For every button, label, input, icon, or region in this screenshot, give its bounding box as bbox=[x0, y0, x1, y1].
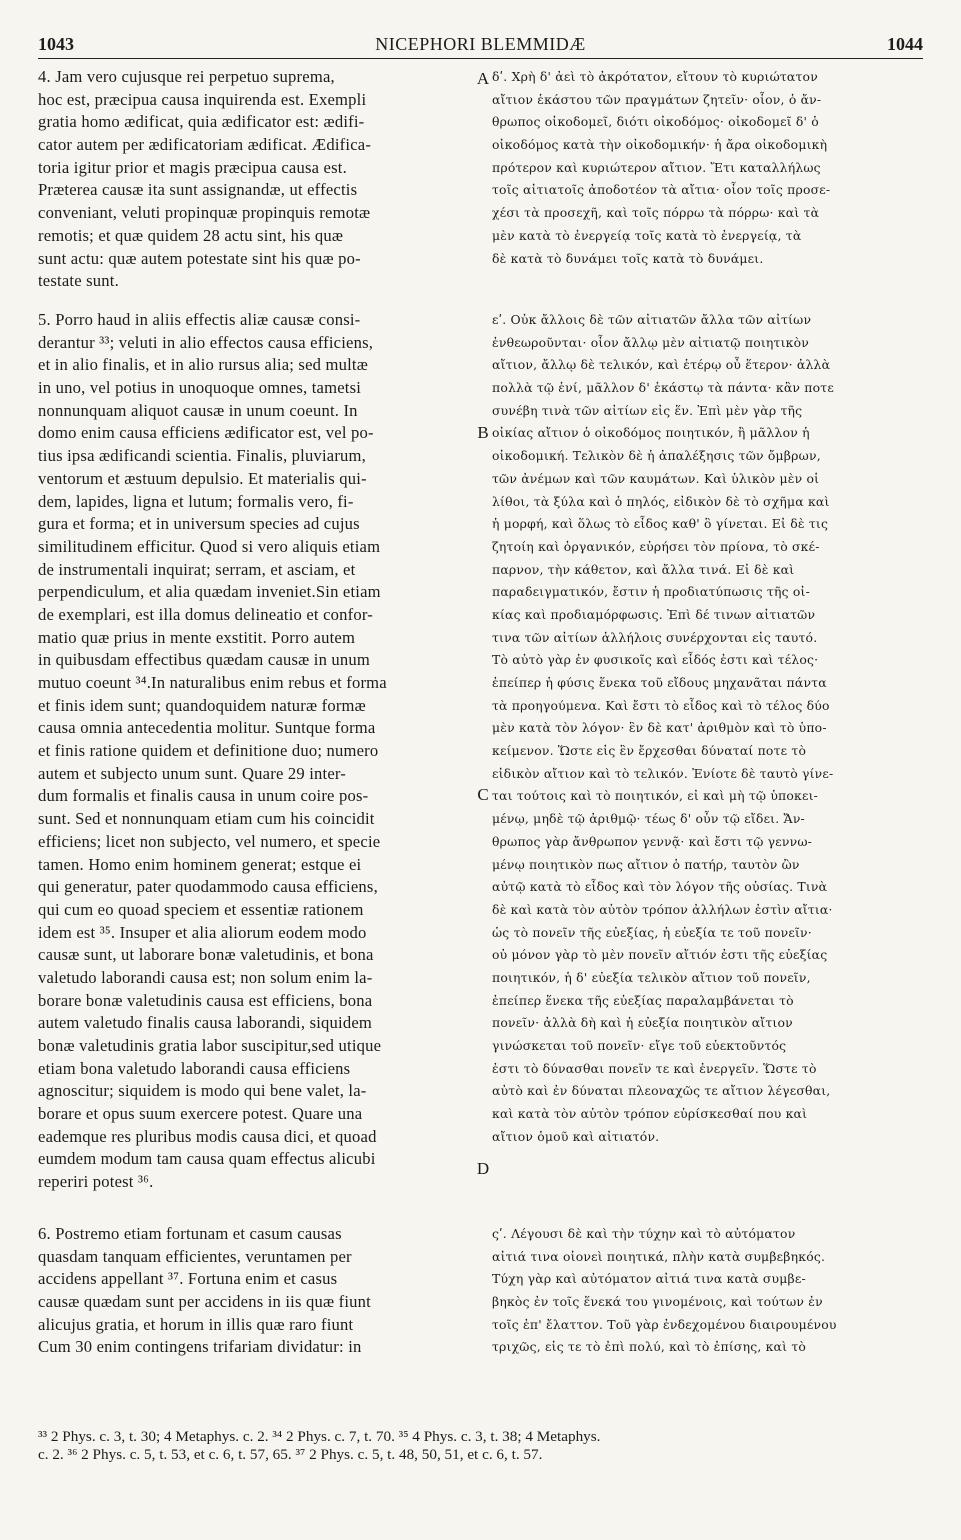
text-line: παραδειγματικόν, ἔστιν ἡ προδιατύπωσις τῆς οἰ- bbox=[492, 584, 810, 600]
text-line: αὐτῷ κατὰ τὸ εἶδος καὶ τὸν λόγον τῆς οὐσίας. Τινὰ bbox=[492, 879, 828, 895]
margin-letter-c: C bbox=[477, 785, 489, 804]
text-line: perpendiculum, et alia quædam inveniet.Sin etiam bbox=[38, 582, 381, 602]
margin-letter-b: B bbox=[477, 423, 489, 442]
text-line: πρότερον καὶ κυριώτερον αἴτιον. Ἔτι καταλλήλως bbox=[492, 159, 821, 175]
text-line: testate sunt. bbox=[38, 271, 119, 291]
text-line: valetudo laborandi causa est; non solum enim la- bbox=[38, 967, 373, 987]
text-line: bonæ valetudinis gratia labor suscipitur,sed utique bbox=[38, 1036, 382, 1055]
text-line: ³³ 2 Phys. c. 3, t. 30; 4 Metaphys. c. 2. ³⁴ 2 Phys. c. 7, t. 70. ³⁵ 4 Phys. c. 3, t. 38; 4 Metaphys. bbox=[38, 1428, 601, 1445]
text-line: idem est ³⁵. Insuper et alia aliorum eodem modo bbox=[38, 922, 367, 942]
text-line: tamen. Homo enim hominem generat; estque ei bbox=[38, 854, 362, 874]
text-line: borare et opus suum exercere potest. Quare una bbox=[38, 1104, 363, 1124]
text-line: κίας καὶ προδιαμόρφωσις. Ἐπὶ δέ τινων αἰτιατῶν bbox=[492, 606, 816, 622]
page-number-right: 1044 bbox=[887, 34, 923, 54]
text-line: borare bonæ valetudinis causa est efficiens, bona bbox=[38, 990, 373, 1010]
text-line: εʹ. Οὐκ ἄλλοις δὲ τῶν αἰτιατῶν ἄλλα τῶν αἰτίων bbox=[492, 312, 812, 327]
text-line: τὰ προηγούμενα. Καὶ ἔστι τὸ εἶδος καὶ τὸ τέλος δύο bbox=[492, 697, 830, 713]
text-line: nonnunquam aliquot causæ in unum coeunt. In bbox=[38, 400, 358, 420]
text-line: 6. Postremo etiam fortunam et casum causas bbox=[38, 1224, 342, 1243]
text-line: qui cum eo quoad speciem et essentiæ rationem bbox=[38, 899, 364, 919]
text-line: αἴτιον ἑκάστου τῶν πραγμάτων ζητεῖν· οἷον, ὁ ἄν- bbox=[492, 91, 822, 107]
text-line: ςʹ. Λέγουσι δὲ καὶ τὴν τύχην καὶ τὸ αὐτόματον bbox=[492, 1226, 796, 1241]
text-line: sunt. Sed et nonnunquam etiam cum his coincidit bbox=[38, 809, 375, 829]
text-line: δὲ κατὰ τὸ δυνάμει τοῖς κατὰ τὸ δυνάμει. bbox=[492, 250, 764, 266]
text-line: θρωπος γὰρ ἄνθρωπον γεννᾷ· καὶ ἔστι τῷ γεννω- bbox=[492, 833, 813, 849]
text-line: remotis; et quæ quidem 28 actu sint, his quæ bbox=[38, 225, 344, 245]
text-line: δὲ καὶ κατὰ τὸν αὐτὸν τρόπον ἀλλήλων ἐστὶν αἴτια· bbox=[492, 901, 833, 917]
text-line: Τὸ αὐτὸ γὰρ ἐν φυσικοῖς καὶ εἶδός ἐστι καὶ τέλος· bbox=[492, 652, 819, 668]
latin-paragraph-5 bbox=[38, 309, 474, 1194]
text-line: ἐπείπερ ἡ φύσις ἕνεκα τοῦ εἴδους μηχανᾶται πάντα bbox=[492, 675, 827, 690]
text-line: causa omnia antecedentia molitur. Suntque forma bbox=[38, 718, 376, 738]
text-line: de instrumentali inquirat; serram, et asciam, et bbox=[38, 559, 356, 579]
text-line: autem valetudo finalis causa laborandi, siquidem bbox=[38, 1013, 373, 1033]
text-line: tius ipsa ædificandi scientia. Finalis, pluviarum, bbox=[38, 446, 367, 466]
text-line: in uno, vel potius in unoquoque omnes, tametsi bbox=[38, 378, 362, 398]
text-line: οἰκοδόμος κατὰ τὴν οἰκοδομικήν· ἡ ἄρα οἰκοδομικὴ bbox=[492, 137, 828, 153]
text-line: ζητοίη καὶ ὀργανικόν, εὑρήσει τὸν πρίονα, τὸ σκέ- bbox=[492, 538, 820, 554]
text-line: εἰδικὸν αἴτιον καὶ τὸ τελικόν. Ἐνίοτε δὲ ταυτὸ γίνε- bbox=[492, 765, 834, 781]
text-line: c. 2. ³⁶ 2 Phys. c. 5, t. 53, et c. 6, t. 57, 65. ³⁷ 2 Phys. c. 5, t. 48, 50, 51, et c. 6, t. 57. bbox=[38, 1446, 543, 1463]
text-line: πονεῖν· ἀλλὰ δὴ καὶ ἡ εὐεξία ποιητικὸν αἴτιον bbox=[492, 1015, 793, 1031]
text-line: οἰκίας αἴτιον ὁ οἰκοδόμος ποιητικόν, ἢ μᾶλλον ἡ bbox=[492, 425, 810, 441]
text-line: toria igitur prior et magis præcipua causa est. bbox=[38, 157, 347, 177]
text-line: gura et forma; et in universum species ad cujus bbox=[38, 514, 360, 534]
text-line: cator autem per ædificatoriam ædificat. Ædifica- bbox=[38, 135, 372, 155]
text-line: conveniant, veluti propinquæ propinquis remotæ bbox=[38, 203, 371, 223]
text-line: μένῳ, μηδὲ τῷ ἀριθμῷ· τέως δ' οὖν τῷ εἴδει. Ἄν- bbox=[492, 811, 805, 827]
text-line: eademque res pluribus modis causa dici, et quoad bbox=[38, 1126, 377, 1146]
text-line: ἐνθεωροῦνται· οἷον ἄλλῳ μὲν αἰτιατῷ ποιητικὸν bbox=[492, 334, 810, 350]
text-line: 4. Jam vero cujusque rei perpetuo suprema, bbox=[38, 67, 335, 86]
header-rule bbox=[38, 58, 923, 59]
text-line: τῶν ἀνέμων καὶ τῶν καυμάτων. Καὶ ὑλικὸν μὲν οἱ bbox=[492, 470, 820, 486]
text-line: οἰκοδομική. Τελικὸν δὲ ἡ ἀπαλέξησις τῶν ὄμβρων, bbox=[492, 448, 821, 464]
text-line: causæ quædam sunt per accidens in iis quæ fiunt bbox=[38, 1292, 371, 1312]
text-line: τοῖς αἰτιατοῖς ἀποδοτέον τὰ αἴτια· οἷον τοῖς προσε- bbox=[492, 182, 831, 198]
greek-paragraph-6 bbox=[492, 1223, 924, 1359]
text-line: efficiens; licet non subjecto, vel numero, et specie bbox=[38, 831, 381, 851]
text-line: δʹ. Χρὴ δ' ἀεὶ τὸ ἀκρότατον, εἴτουν τὸ κυριώτατον bbox=[492, 69, 818, 84]
page-number-left: 1043 bbox=[38, 34, 74, 54]
text-line: βηκὸς ἐν τοῖς ἕνεκά του γινομένοις, καὶ τούτων ἐν bbox=[492, 1294, 823, 1310]
text-line: sunt actu: quæ autem potestate sint his quæ po- bbox=[38, 248, 361, 268]
text-line: πολλὰ τῷ ἑνί, μᾶλλον δ' ἑκάστῳ τὰ πάντα· κἂν ποτε bbox=[492, 380, 834, 396]
greek-paragraph-4 bbox=[492, 66, 924, 270]
text-line: similitudinem efficitur. Quod si vero aliquis etiam bbox=[38, 536, 381, 556]
text-line: matio quæ prius in mente exstitit. Porro autem bbox=[38, 627, 356, 647]
text-line: μὲν κατὰ τὸ ἐνεργείᾳ τοῖς κατὰ τὸ ἐνεργείᾳ, τὰ bbox=[492, 227, 802, 243]
text-line: et in alio finalis, et in alio rursus alia; sed multæ bbox=[38, 355, 368, 375]
running-title: NICEPHORI BLEMMIDÆ bbox=[375, 34, 586, 54]
text-line: 5. Porro haud in aliis effectis aliæ causæ consi- bbox=[38, 310, 361, 329]
text-line: etiam bona valetudo laborandi causa efficiens bbox=[38, 1058, 351, 1078]
text-line: derantur ³³; veluti in alio effectos causa efficiens, bbox=[38, 332, 374, 352]
text-line: αἰτιά τινα οἱονεὶ ποιητικά, πλὴν κατὰ συμβεβηκός. bbox=[492, 1248, 826, 1264]
text-line: τοῖς ἐπ' ἔλαττον. Τοῦ γὰρ ἐνδεχομένου διαιρουμένου bbox=[492, 1316, 837, 1332]
text-line: dem, lapides, ligna et lutum; formalis vero, fi- bbox=[38, 491, 354, 511]
text-line: agnoscitur; siquidem is modo qui bene valet, la- bbox=[38, 1081, 367, 1101]
text-line: οὐ μόνον γὰρ τὸ μὲν πονεῖν αἴτιόν ἐστι τῆς εὐεξίας bbox=[492, 947, 828, 963]
text-line: causæ sunt, ut laborare bonæ valetudinis, et bona bbox=[38, 945, 374, 965]
text-line: χέσι τὰ προσεχῆ, καὶ τοῖς πόρρω τὰ πόρρω· καὶ τὰ bbox=[492, 205, 820, 221]
text-line: ἐστι τὸ δύνασθαι πονεῖν τε καὶ ἐνεργεῖν. Ὥστε τὸ bbox=[492, 1060, 817, 1076]
greek-paragraph-5 bbox=[492, 309, 924, 1148]
text-line: in quibusdam effectibus quædam causæ in unum bbox=[38, 650, 371, 670]
running-header bbox=[38, 34, 923, 56]
text-line: dum formalis et finalis causa in unum coire pos- bbox=[38, 786, 369, 806]
text-line: autem et subjecto unum sunt. Quare 29 inter- bbox=[38, 763, 346, 783]
text-line: λίθοι, τὰ ξύλα καὶ ὁ πηλός, εἰδικὸν δὲ τὸ σχῆμα καὶ bbox=[492, 493, 830, 509]
text-line: quasdam tanquam efficientes, veruntamen per bbox=[38, 1246, 352, 1266]
text-line: et finis idem sunt; quandoquidem naturæ formæ bbox=[38, 695, 366, 715]
text-line: alicujus gratia, et horum in illis quæ raro fiunt bbox=[38, 1314, 354, 1334]
text-line: αἴτιον, ἄλλῳ δὲ τελικόν, καὶ ἑτέρῳ οὖ ἕτερον· ἀλλὰ bbox=[492, 357, 831, 373]
text-line: ἐπείπερ ἕνεκα τῆς εὐεξίας παραλαμβάνεται τὸ bbox=[492, 992, 794, 1008]
text-line: θρωπος οἰκοδομεῖ, διότι οἰκοδόμος· οἰκοδομεῖ δ' ὁ bbox=[492, 114, 819, 130]
text-line: gratia homo ædificat, quia ædificator est: ædifi- bbox=[38, 112, 365, 132]
text-line: αὐτὸ καὶ ἐν δύναται πλεοναχῶς τε αἴτιον λέγεσθαι, bbox=[492, 1083, 831, 1099]
text-line: συνέβη τινὰ τῶν αἰτίων εἰς ἕν. Ἐπὶ μὲν γὰρ τῆς bbox=[492, 402, 803, 418]
text-line: qui generatur, pater quodammodo causa efficiens, bbox=[38, 877, 378, 897]
text-line: domo enim causa efficiens ædificator est, vel po- bbox=[38, 423, 374, 443]
text-line: hoc est, præcipua causa inquirenda est. Exempli bbox=[38, 89, 367, 109]
text-line: ται τούτοις καὶ τὸ ποιητικόν, εἰ καὶ μὴ τῷ ὑποκει- bbox=[492, 788, 819, 804]
text-line: eumdem modum tam causa quam effectus alicubi bbox=[38, 1149, 376, 1169]
text-line: καὶ κατὰ τὸν αὐτὸν τρόπον εὑρίσκεσθαί που καὶ bbox=[492, 1106, 808, 1122]
text-line: τριχῶς, εἰς τε τὸ ἐπὶ πολύ, καὶ τὸ ἐπίσης, καὶ τὸ bbox=[492, 1339, 807, 1355]
text-line: μένῳ ποιητικὸν πως αἴτιον ὁ πατήρ, ταυτὸν ὢν bbox=[492, 856, 800, 872]
text-line: τινα τῶν αἰτίων ἀλλήλοις συνέρχονται εἰς ταυτό. bbox=[492, 629, 818, 645]
text-line: accidens appellant ³⁷. Fortuna enim et casus bbox=[38, 1269, 338, 1289]
text-line: de exemplari, est illa domus delineatio et confor- bbox=[38, 604, 373, 624]
text-line: γινώσκεται τοῦ πονεῖν· εἴγε τοῦ εὐεκτοῦντός bbox=[492, 1038, 787, 1053]
text-line: Cum 30 enim contingens trifariam dividatur: in bbox=[38, 1337, 362, 1357]
latin-paragraph-4 bbox=[38, 66, 474, 293]
footnotes bbox=[38, 1428, 923, 1464]
margin-letter-d: D bbox=[476, 1159, 490, 1178]
text-line: μὲν κατὰ τὸν λόγον· ἓν δὲ κατ' ἀριθμὸν καὶ τὸ ὑπο- bbox=[492, 720, 827, 736]
text-line: reperiri potest ³⁶. bbox=[38, 1172, 154, 1192]
text-line: ποιητικόν, ἡ δ' εὐεξία τελικὸν αἴτιον τοῦ πονεῖν, bbox=[492, 969, 811, 985]
text-line: παρνον, τὴν κάθετον, καὶ ἄλλα τινά. Εἰ δὲ καὶ bbox=[492, 561, 795, 577]
text-line: Præterea causæ ita sunt assignandæ, ut effectis bbox=[38, 180, 358, 200]
text-line: mutuo coeunt ³⁴.In naturalibus enim rebus et forma bbox=[38, 673, 387, 692]
text-line: κείμενον. Ὥστε εἰς ἓν ἔρχεσθαι δύναταί ποτε τὸ bbox=[492, 743, 807, 759]
text-line: et finis ratione quidem et definitione duo; numero bbox=[38, 741, 379, 761]
latin-paragraph-6 bbox=[38, 1223, 474, 1359]
margin-letter-a: A bbox=[476, 69, 490, 88]
text-line: ἡ μορφή, καὶ ὅλως τὸ εἶδος καθ' ὃ γίνεται. Εἰ δὲ τις bbox=[492, 516, 829, 532]
text-line: ventorum et æstuum depulsio. Et materialis qui- bbox=[38, 468, 367, 488]
text-line: ὡς τὸ πονεῖν τῆς εὐεξίας, ἡ εὐεξία τε τοῦ πονεῖν· bbox=[492, 924, 812, 940]
text-line: Τύχη γὰρ καὶ αὐτόματον αἰτιά τινα κατὰ συμβε- bbox=[492, 1271, 806, 1287]
text-line: αἴτιον ὁμοῦ καὶ αἰτιατόν. bbox=[492, 1128, 660, 1144]
